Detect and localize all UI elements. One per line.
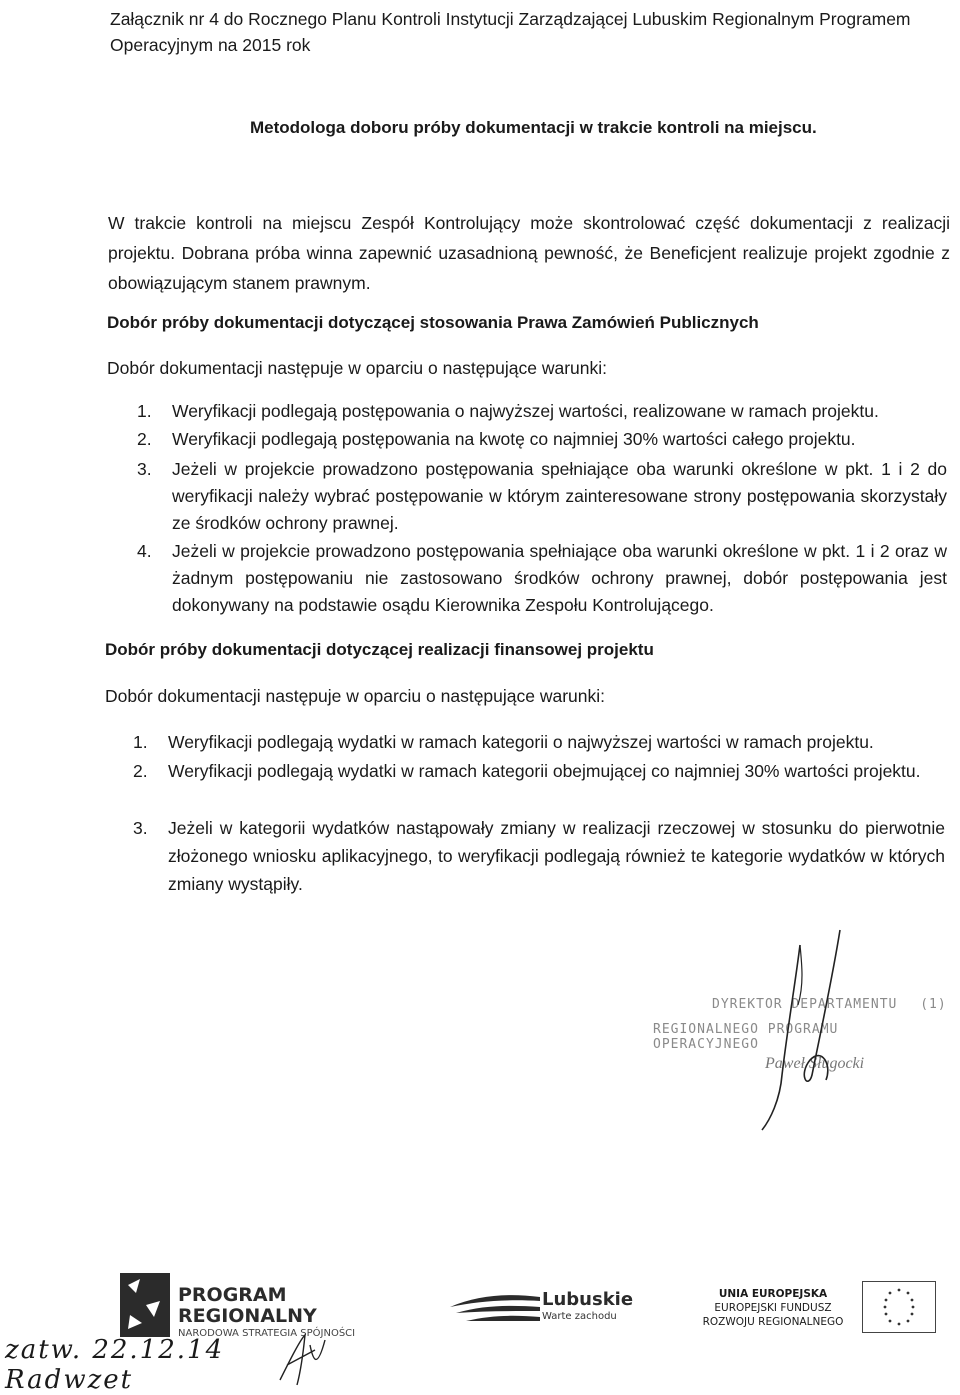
initials-signature [275, 1330, 335, 1390]
stamp-title-line2: REGIONALNEGO PROGRAMU OPERACYJNEGO [653, 1022, 839, 1052]
list-item [137, 426, 947, 452]
program-regionalny-emblem-icon [110, 1265, 180, 1345]
list-item-number: 3. [133, 818, 148, 838]
stamp-title-line1: DYREKTOR DEPARTAMENTU (1) [712, 997, 947, 1012]
list-item [133, 814, 945, 896]
list-item-number: 1. [133, 732, 148, 752]
list-item-number: 4. [137, 541, 152, 561]
handwritten-approval-note: zatw. 22.12.14 Radwzet [5, 1335, 225, 1395]
program-regionalny-text: PROGRAM REGIONALNY NARODOWA STRATEGIA SPÓJNOŚCI [178, 1284, 356, 1339]
list-item-number: 2. [137, 429, 152, 449]
section1-lead: Dobór dokumentacji następuje w oparciu o następujące warunki: [107, 358, 608, 378]
program-regionalny-logo [110, 1265, 180, 1345]
document-title: Metodologa doboru próby dokumentacji w trakcie kontroli na miejscu. [250, 118, 817, 137]
list-item-number: 1. [137, 401, 152, 421]
list-item-text: Jeżeli w kategorii wydatków nastąpowały zmiany w realizacji rzeczowej w stosunku do pierwotnie złożonego wniosku aplikacyjnego, to weryfikacji podlegają również te kategorie wydatków w których zmiany wystąpiły. [168, 818, 945, 894]
section2-heading: Dobór próby dokumentacji dotyczącej realizacji finansowej projektu [105, 640, 654, 659]
eu-fund-text: UNIA EUROPEJSKA EUROPEJSKI FUNDUSZ ROZWOJU REGIONALNEGO [702, 1288, 844, 1328]
section2-lead: Dobór dokumentacji następuje w oparciu o następujące warunki: [105, 686, 606, 706]
list-item-text: Weryfikacji podlegają wydatki w ramach kategorii obejmującej co najmniej 30% wartości projektu. [168, 761, 921, 781]
stamp-name: Paweł Sługocki [765, 1055, 865, 1072]
list-item-text: Weryfikacji podlegają postępowania o najwyższej wartości, realizowane w ramach projektu. [172, 401, 879, 421]
intro-paragraph: W trakcie kontroli na miejscu Zespół Kontrolujący może skontrolować część dokumentacji z realizacji projektu. Dobrana próba winna zapewnić uzasadnioną pewność, że Beneficjent realizuje projekt zgodnie z obowiązującym stanem prawnym. [108, 213, 950, 293]
list-item-text: Jeżeli w projekcie prowadzono postępowania spełniające oba warunki określone w pkt. 1 i 2 oraz w żadnym postępowaniu nie zastosowano środków ochrony prawnej, dobór postępowania jest dokonywany na podstawie osądu Kierownika Zespołu Kontrolującego. [172, 541, 947, 615]
list-item-text: Weryfikacji podlegają wydatki w ramach kategorii o najwyższej wartości w ramach projektu. [168, 732, 874, 752]
list-item [137, 398, 947, 424]
list-item [137, 538, 947, 618]
list-item-text: Jeżeli w projekcie prowadzono postępowania spełniające oba warunki określone w pkt. 1 i 2 do weryfikacji należy wybrać postępowanie w którym zainteresowane strony postępowania skorzystały ze środków ochrony prawnej. [172, 459, 947, 533]
signature [740, 925, 880, 1135]
lubuskie-logo-text: Lubuskie Warte zachodu [542, 1289, 634, 1322]
list-item [133, 758, 945, 812]
list-item [133, 729, 945, 755]
attachment-header [110, 6, 955, 58]
list-item [137, 456, 947, 536]
lubuskie-wave-icon [448, 1285, 543, 1330]
list-item-number: 2. [133, 761, 148, 781]
eu-flag-icon [862, 1281, 936, 1333]
list-item-number: 3. [137, 459, 152, 479]
attachment-header-line2: Operacyjnym na 2015 rok [110, 35, 311, 55]
attachment-header-line1: Załącznik nr 4 do Rocznego Planu Kontroli Instytucji Zarządzającej Lubuskim Regionalnym Programem [110, 9, 911, 29]
list-item-text: Weryfikacji podlegają postępowania na kwotę co najmniej 30% wartości całego projektu. [172, 429, 856, 449]
section1-heading: Dobór próby dokumentacji dotyczącej stosowania Prawa Zamówień Publicznych [107, 313, 759, 332]
